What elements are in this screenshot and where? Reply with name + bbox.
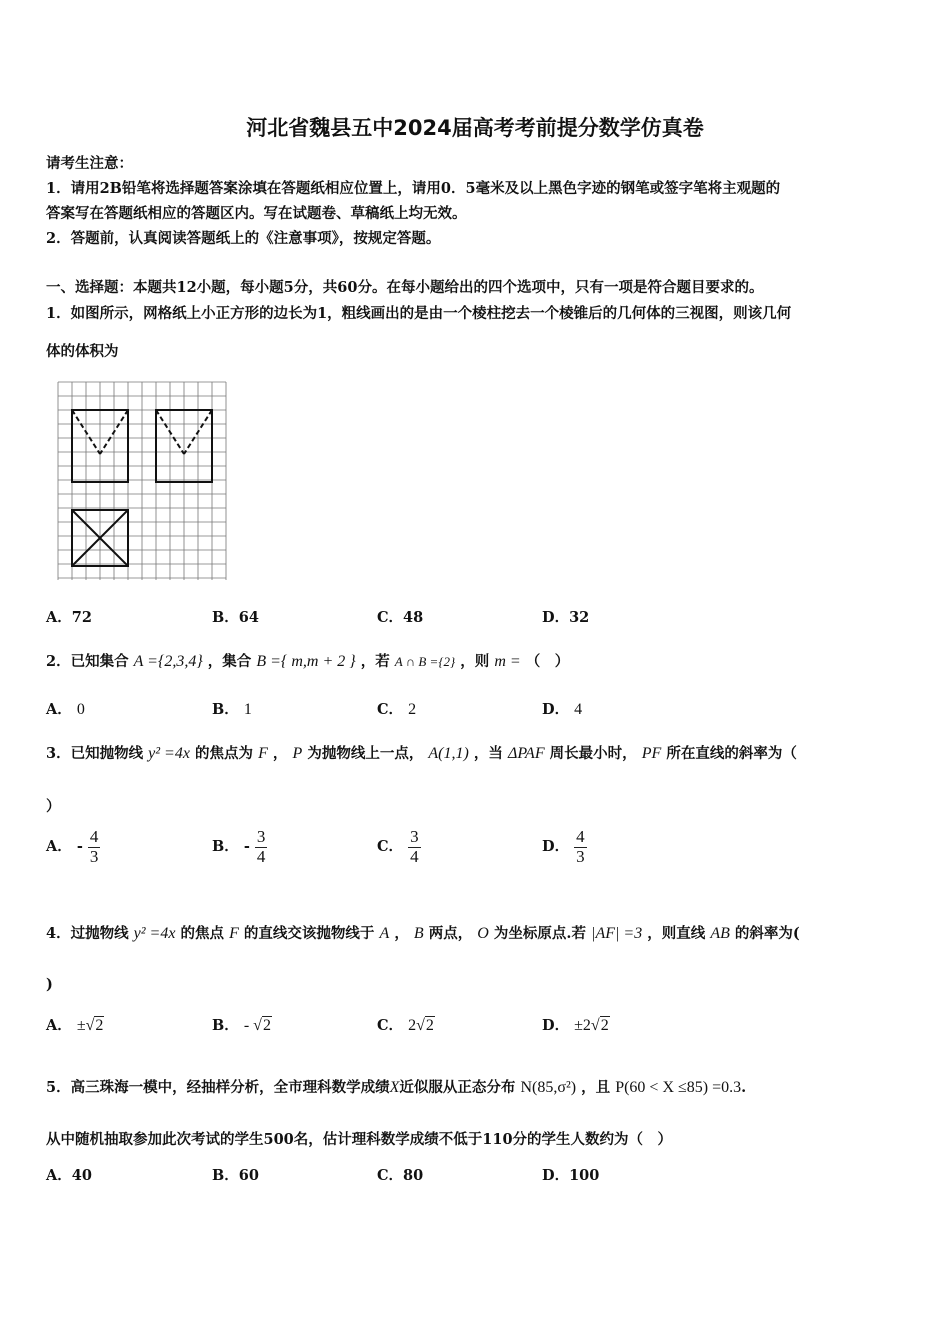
q1-text-line-1: 1．如图所示，网格纸上小正方形的边长为1，粗线画出的是由一个棱柱挖去一个棱锥后的几何体的三视图，则该几何 xyxy=(46,305,792,322)
q2-option-d: D． 4 xyxy=(542,701,583,718)
q4-option-a: A． ±√2 xyxy=(46,1017,104,1034)
q5-option-b: B．60 xyxy=(212,1167,259,1184)
q3-close-paren: ） xyxy=(46,798,61,815)
q4-close-paren: ) xyxy=(46,976,53,993)
q2-set-a: A ={2,3,4} xyxy=(133,653,203,670)
q3-option-b: B． - $\frac{3}{4}$ xyxy=(212,827,266,866)
notice-heading: 请考生注意： xyxy=(46,155,133,172)
section-heading: 一、选择题：本题共12小题，每小题5分，共60分。在每小题给出的四个选项中，只有一项是符合题目要求的。 xyxy=(46,279,764,296)
notice-line-1: 1．请用2B铅笔将选择题答案涂填在答题纸相应位置上，请用0．5毫米及以上黑色字迹的钢笔或签字笔将主观题的 xyxy=(46,180,781,197)
q5-stem: 5．高三珠海一模中，经抽样分析，全市理科数学成绩X近似服从正态分布 N(85,σ²) ，且 P(60 < X ≤85) =0.3. xyxy=(46,1079,747,1096)
q3-equation: y² =4x xyxy=(148,745,190,762)
q1-option-a: A．72 xyxy=(46,609,92,626)
q2-condition: A ∩ B ={2} xyxy=(394,654,456,669)
q4-option-b: B． - √2 xyxy=(212,1017,271,1034)
q4-option-d: D． ±2√2 xyxy=(542,1017,609,1034)
q5-probability: P(60 < X ≤85) =0.3 xyxy=(615,1079,742,1096)
notice-line-2: 答案写在答题纸相应的答题区内。写在试题卷、草稿纸上均无效。 xyxy=(46,205,467,222)
page-title: 河北省魏县五中2024届高考考前提分数学仿真卷 xyxy=(246,116,704,140)
q3-option-c: C． $\frac{3}{4}$ xyxy=(377,827,419,866)
q4-stem: 4．过抛物线 y² =4x 的焦点 F 的直线交该抛物线于 A ， B 两点， O 为坐标原点.若 |AF| =3 ，则直线 AB 的斜率为( xyxy=(46,925,800,942)
q3-option-d: D． $\frac{4}{3}$ xyxy=(542,827,585,866)
q5-text-line-2: 从中随机抽取参加此次考试的学生500名，估计理科数学成绩不低于110分的学生人数约为（ ） xyxy=(46,1131,673,1148)
q2-text-2: ，集合 xyxy=(207,653,252,670)
q5-option-a: A．40 xyxy=(46,1167,92,1184)
q2-option-b: B． 1 xyxy=(212,701,252,718)
q2-stem xyxy=(46,650,569,671)
q2-text-1: 2．已知集合 xyxy=(46,653,129,670)
q2-text-4: ，则 xyxy=(460,653,490,670)
q3-stem: 3．已知抛物线 y² =4x 的焦点为 F ， P 为抛物线上一点， A(1,1) ，当 ΔPAF 周长最小时， PF 所在直线的斜率为（ xyxy=(46,745,797,762)
q2-ask: m = xyxy=(494,653,521,670)
q3-option-a: A． - $\frac{4}{3}$ xyxy=(46,827,99,866)
q2-text-5: （ ） xyxy=(525,653,570,670)
q2-option-a: A． 0 xyxy=(46,701,85,718)
q5-option-d: D．100 xyxy=(542,1167,600,1184)
q5-option-c: C．80 xyxy=(377,1167,424,1184)
q4-equation: y² =4x xyxy=(133,925,176,942)
q1-option-b: B．64 xyxy=(212,609,259,626)
q1-text-line-2: 体的体积为 xyxy=(46,343,119,360)
q2-text-3: ，若 xyxy=(360,653,390,670)
q1-option-c: C．48 xyxy=(377,609,424,626)
notice-line-3: 2．答题前，认真阅读答题纸上的《注意事项》，按规定答题。 xyxy=(46,230,441,247)
three-view-figure xyxy=(56,380,230,584)
q2-set-b: B ={ m,m + 2 } xyxy=(256,653,356,670)
q1-option-d: D．32 xyxy=(542,609,590,626)
q5-distribution: N(85,σ²) xyxy=(520,1079,577,1096)
q2-option-c: C． 2 xyxy=(377,701,417,718)
q4-option-c: C． 2√2 xyxy=(377,1017,434,1034)
